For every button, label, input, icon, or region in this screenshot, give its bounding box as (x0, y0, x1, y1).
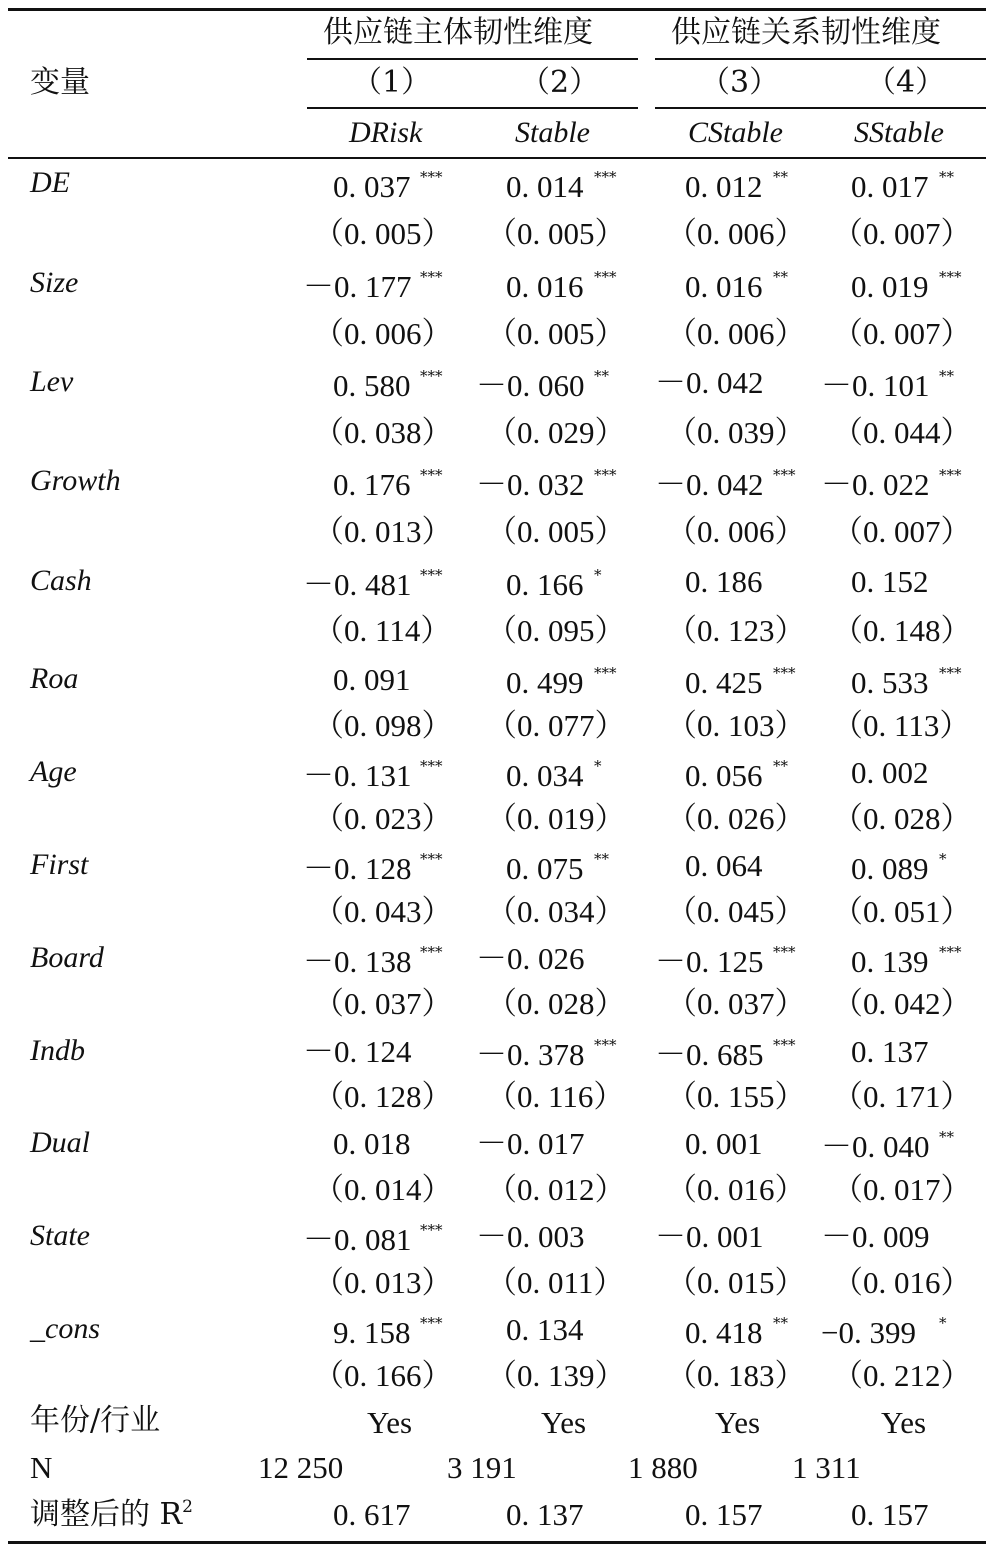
variable-name: First (30, 848, 89, 881)
significance-stars: *** (420, 168, 443, 186)
significance-stars: *** (939, 466, 962, 484)
coefficient-cell (851, 271, 929, 302)
standard-error: （0. 103） (666, 708, 806, 743)
significance-stars: ** (773, 268, 788, 286)
fixed-effects-value: Yes (541, 1405, 587, 1440)
coefficient-value: 0. 580 (333, 368, 411, 403)
coefficient-cell (821, 1317, 916, 1348)
coefficient-cell (851, 946, 929, 977)
coefficient-value: －0. 009 (821, 1219, 930, 1254)
coefficient-value: 0. 037 (333, 169, 411, 204)
coefficient-cell (851, 566, 929, 597)
standard-error: （0. 043） (313, 894, 453, 929)
coefficient-value: －0. 001 (655, 1219, 764, 1254)
coefficient-value: 0. 425 (685, 665, 763, 700)
coefficient-cell (821, 1221, 930, 1252)
n-value: 12 250 (258, 1450, 344, 1485)
coefficient-cell (655, 367, 764, 398)
coefficient-cell (303, 569, 412, 600)
coefficient-value: －0. 177 (303, 269, 412, 304)
significance-stars: *** (594, 664, 617, 682)
coefficient-value: 0. 016 (685, 269, 763, 304)
group1-rule (307, 58, 638, 60)
coefficient-value: 0. 018 (333, 1126, 411, 1161)
coefficient-value: －0. 128 (303, 851, 412, 886)
coefficient-cell (655, 946, 764, 977)
standard-error: （0. 013） (313, 1265, 453, 1300)
n-value: 1 880 (628, 1450, 698, 1485)
variable-name: Roa (30, 662, 79, 695)
column-number: （1） (352, 65, 432, 100)
significance-stars: *** (420, 943, 443, 961)
standard-error: （0. 114） (313, 613, 452, 648)
significance-stars: *** (420, 566, 443, 584)
coefficient-cell (303, 946, 412, 977)
standard-error: （0. 148） (832, 613, 972, 648)
coefficient-value: 0. 019 (851, 269, 929, 304)
coefficient-value: －0. 017 (476, 1126, 585, 1161)
significance-stars: *** (594, 466, 617, 484)
coefficient-cell (506, 760, 584, 791)
coefficient-value: －0. 131 (303, 758, 412, 793)
coefficient-cell (851, 667, 929, 698)
header-bottom-rule (8, 157, 986, 159)
variable-name: _cons (30, 1312, 100, 1345)
column-number: （4） (866, 65, 946, 100)
standard-error: （0. 166） (313, 1358, 453, 1393)
coefficient-value: −0. 399 (821, 1315, 916, 1350)
coefficient-value: 9. 158 (333, 1315, 411, 1350)
standard-error: （0. 006） (313, 316, 453, 351)
standard-error: （0. 123） (666, 613, 806, 648)
significance-stars: *** (773, 1036, 796, 1054)
significance-stars: *** (594, 168, 617, 186)
fixed-effects-label: 年份/行业 (30, 1403, 161, 1438)
coefficient-value: －0. 032 (476, 467, 585, 502)
significance-stars: ** (939, 168, 954, 186)
n-value: 1 311 (792, 1450, 861, 1485)
fixed-effects-value: Yes (367, 1405, 413, 1440)
standard-error: （0. 045） (666, 894, 806, 929)
coefficient-cell (476, 370, 585, 401)
group2-rule (655, 58, 986, 60)
standard-error: （0. 028） (486, 986, 626, 1021)
coefficient-cell (685, 566, 763, 597)
standard-error: （0. 026） (666, 801, 806, 836)
adjusted-r2-value: 0. 157 (685, 1497, 763, 1532)
coefficient-value: 0. 064 (685, 848, 763, 883)
coefficient-cell (821, 370, 930, 401)
coefficient-cell (476, 1221, 585, 1252)
coefficient-cell (506, 667, 584, 698)
n-value: 3 191 (447, 1450, 517, 1485)
coefficient-value: －0. 026 (476, 941, 585, 976)
significance-stars: * (939, 850, 947, 868)
coefficient-value: 0. 016 (506, 269, 584, 304)
significance-stars: *** (773, 943, 796, 961)
coefficient-value: 0. 034 (506, 758, 584, 793)
standard-error: （0. 212） (832, 1358, 972, 1393)
n-label: N (30, 1450, 53, 1485)
column-number: （2） (520, 65, 600, 100)
coefficient-value: －0. 003 (476, 1219, 585, 1254)
standard-error: （0. 015） (666, 1265, 806, 1300)
coefficient-value: 0. 152 (851, 564, 929, 599)
significance-stars: ** (594, 367, 609, 385)
coefficient-cell (655, 1039, 764, 1070)
significance-stars: *** (420, 850, 443, 868)
coefficient-cell (506, 569, 584, 600)
standard-error: （0. 098） (313, 708, 453, 743)
coefficient-value: －0. 060 (476, 368, 585, 403)
coefficient-cell (685, 1128, 763, 1159)
coefficient-cell (303, 1036, 412, 1067)
standard-error: （0. 005） (313, 216, 453, 251)
variable-name: Growth (30, 464, 121, 497)
coefficient-cell (851, 853, 929, 884)
coefficient-value: －0. 022 (821, 467, 930, 502)
standard-error: （0. 051） (832, 894, 972, 929)
standard-error: （0. 044） (832, 415, 972, 450)
coefficient-cell (655, 1221, 764, 1252)
significance-stars: *** (594, 268, 617, 286)
coefficient-value: 0. 139 (851, 944, 929, 979)
top-rule (8, 8, 986, 11)
coefficient-cell (476, 1039, 585, 1070)
coefficient-cell (476, 469, 585, 500)
coefficient-value: 0. 014 (506, 169, 584, 204)
coefficient-cell (851, 171, 929, 202)
coefficient-cell (476, 1128, 585, 1159)
variable-name: Cash (30, 564, 92, 597)
dependent-variable-label: DRisk (349, 116, 423, 149)
coefficient-value: 0. 134 (506, 1312, 584, 1347)
variable-name: State (30, 1219, 90, 1252)
variable-name: Board (30, 941, 104, 974)
coefficient-value: 0. 186 (685, 564, 763, 599)
colnum-rule-2 (655, 107, 986, 109)
coefficient-value: －0. 081 (303, 1222, 412, 1257)
variable-name: Size (30, 266, 79, 299)
coefficient-cell (303, 1224, 412, 1255)
significance-stars: ** (773, 757, 788, 775)
coefficient-cell (685, 1317, 763, 1348)
significance-stars: *** (420, 757, 443, 775)
coefficient-cell (333, 1128, 411, 1159)
significance-stars: *** (420, 367, 443, 385)
standard-error: （0. 023） (313, 801, 453, 836)
coefficient-cell (333, 370, 411, 401)
coefficient-value: 0. 499 (506, 665, 584, 700)
coefficient-cell (303, 271, 412, 302)
significance-stars: *** (420, 1314, 443, 1332)
coefficient-value: －0. 042 (655, 467, 764, 502)
coefficient-value: －0. 125 (655, 944, 764, 979)
fixed-effects-value: Yes (881, 1405, 927, 1440)
standard-error: （0. 128） (313, 1079, 453, 1114)
standard-error: （0. 077） (486, 708, 626, 743)
standard-error: （0. 034） (486, 894, 626, 929)
coefficient-cell (685, 271, 763, 302)
significance-stars: ** (773, 1314, 788, 1332)
coefficient-value: 0. 089 (851, 851, 929, 886)
coefficient-cell (685, 667, 763, 698)
standard-error: （0. 028） (832, 801, 972, 836)
standard-error: （0. 113） (832, 708, 971, 743)
standard-error: （0. 007） (832, 216, 972, 251)
fixed-effects-value: Yes (715, 1405, 761, 1440)
variable-name: Age (30, 755, 77, 788)
significance-stars: *** (420, 1221, 443, 1239)
coefficient-value: 0. 137 (851, 1034, 929, 1069)
standard-error: （0. 042） (832, 986, 972, 1021)
coefficient-cell (333, 1317, 411, 1348)
coefficient-cell (506, 853, 584, 884)
coefficient-value: －0. 481 (303, 567, 412, 602)
coefficient-cell (655, 469, 764, 500)
significance-stars: *** (939, 943, 962, 961)
standard-error: （0. 007） (832, 514, 972, 549)
coefficient-value: 0. 017 (851, 169, 929, 204)
coefficient-value: －0. 378 (476, 1037, 585, 1072)
coefficient-value: 0. 166 (506, 567, 584, 602)
standard-error: （0. 039） (666, 415, 806, 450)
variable-name: Lev (30, 365, 74, 398)
adjusted-r2-value: 0. 617 (333, 1497, 411, 1532)
coefficient-value: －0. 124 (303, 1034, 412, 1069)
standard-error: （0. 037） (666, 986, 806, 1021)
standard-error: （0. 005） (486, 216, 626, 251)
coefficient-value: －0. 101 (821, 368, 930, 403)
significance-stars: ** (939, 367, 954, 385)
significance-stars: ** (594, 850, 609, 868)
coefficient-value: 0. 075 (506, 851, 584, 886)
standard-error: （0. 116） (486, 1079, 625, 1114)
significance-stars: ** (939, 1128, 954, 1146)
coefficient-cell (333, 171, 411, 202)
coefficient-value: 0. 002 (851, 755, 929, 790)
significance-stars: *** (420, 268, 443, 286)
coefficient-value: －0. 138 (303, 944, 412, 979)
column-number: （3） (700, 65, 780, 100)
standard-error: （0. 011） (486, 1265, 625, 1300)
standard-error: （0. 017） (832, 1172, 972, 1207)
coefficient-cell (685, 760, 763, 791)
standard-error: （0. 006） (666, 216, 806, 251)
coefficient-cell (506, 1314, 584, 1345)
standard-error: （0. 016） (832, 1265, 972, 1300)
adjusted-r2-label: 调整后的 $R^2$ (30, 1497, 193, 1532)
significance-stars: *** (773, 466, 796, 484)
coefficient-cell (851, 757, 929, 788)
group1-header: 供应链主体韧性维度 (323, 15, 593, 50)
standard-error: （0. 016） (666, 1172, 806, 1207)
coefficient-cell (851, 1036, 929, 1067)
coefficient-cell (821, 469, 930, 500)
dependent-variable-label: SStable (854, 116, 944, 149)
standard-error: （0. 095） (486, 613, 626, 648)
colnum-rule-1 (307, 107, 638, 109)
coefficient-cell (303, 760, 412, 791)
variable-header: 变量 (30, 65, 90, 100)
significance-stars: *** (420, 466, 443, 484)
variable-name: Indb (30, 1034, 85, 1067)
standard-error: （0. 183） (666, 1358, 806, 1393)
significance-stars: *** (773, 664, 796, 682)
significance-stars: *** (939, 268, 962, 286)
coefficient-cell (685, 850, 763, 881)
significance-stars: * (939, 1314, 947, 1332)
standard-error: （0. 019） (486, 801, 626, 836)
group2-header: 供应链关系韧性维度 (671, 15, 941, 50)
dependent-variable-label: Stable (515, 116, 590, 149)
coefficient-cell (506, 171, 584, 202)
coefficient-value: 0. 001 (685, 1126, 763, 1161)
standard-error: （0. 014） (313, 1172, 453, 1207)
significance-stars: ** (773, 168, 788, 186)
standard-error: （0. 013） (313, 514, 453, 549)
coefficient-cell (476, 943, 585, 974)
significance-stars: *** (939, 664, 962, 682)
adjusted-r2-value: 0. 137 (506, 1497, 584, 1532)
coefficient-value: 0. 056 (685, 758, 763, 793)
coefficient-value: －0. 040 (821, 1129, 930, 1164)
coefficient-value: －0. 042 (655, 365, 764, 400)
standard-error: （0. 038） (313, 415, 453, 450)
variable-name: DE (30, 166, 70, 199)
standard-error: （0. 155） (666, 1079, 806, 1114)
coefficient-cell (333, 469, 411, 500)
coefficient-value: 0. 012 (685, 169, 763, 204)
coefficient-value: 0. 176 (333, 467, 411, 502)
standard-error: （0. 139） (486, 1358, 626, 1393)
standard-error: （0. 171） (832, 1079, 972, 1114)
significance-stars: *** (594, 1036, 617, 1054)
coefficient-value: －0. 685 (655, 1037, 764, 1072)
significance-stars: * (594, 566, 602, 584)
standard-error: （0. 006） (666, 316, 806, 351)
adjusted-r2-value: 0. 157 (851, 1497, 929, 1532)
standard-error: （0. 029） (486, 415, 626, 450)
coefficient-cell (333, 664, 411, 695)
coefficient-cell (303, 853, 412, 884)
coefficient-cell (685, 171, 763, 202)
coefficient-value: 0. 533 (851, 665, 929, 700)
standard-error: （0. 005） (486, 316, 626, 351)
standard-error: （0. 007） (832, 316, 972, 351)
bottom-rule (8, 1541, 986, 1544)
coefficient-value: 0. 418 (685, 1315, 763, 1350)
standard-error: （0. 037） (313, 986, 453, 1021)
standard-error: （0. 006） (666, 514, 806, 549)
r2-superscript: 2 (182, 1497, 193, 1517)
variable-name: Dual (30, 1126, 90, 1159)
standard-error: （0. 012） (486, 1172, 626, 1207)
coefficient-cell (821, 1131, 930, 1162)
significance-stars: * (594, 757, 602, 775)
standard-error: （0. 005） (486, 514, 626, 549)
dependent-variable-label: CStable (688, 116, 783, 149)
coefficient-cell (506, 271, 584, 302)
coefficient-value: 0. 091 (333, 662, 411, 697)
